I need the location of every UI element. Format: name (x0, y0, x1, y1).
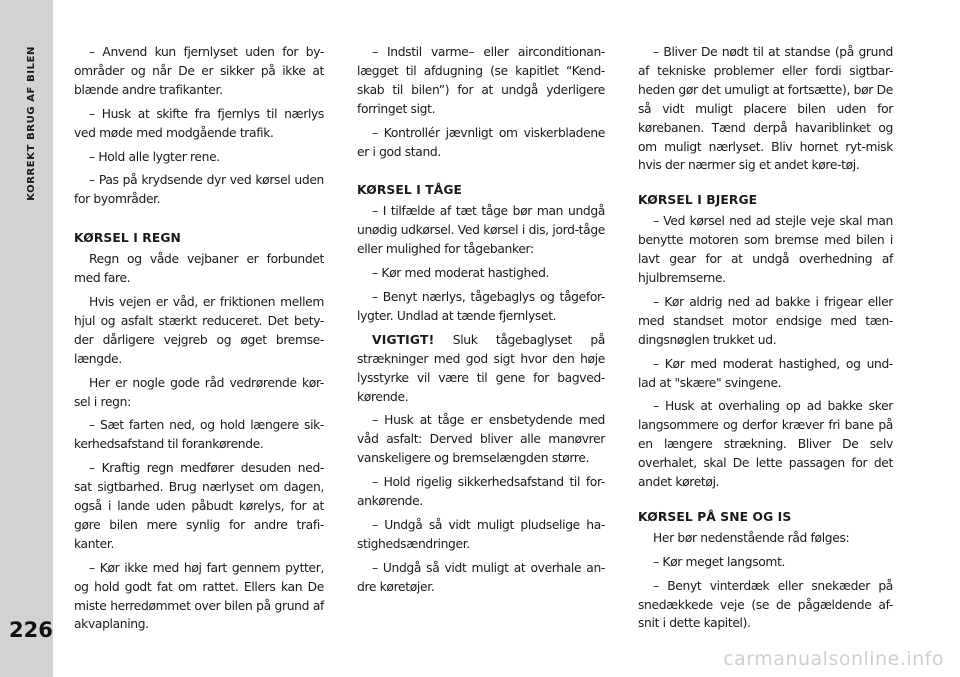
paragraph: – I tilfælde af tæt tåge bør man undgå unødig udkørsel. Ved kørsel i dis, jord-tåge eller mulighed for tågebanker: (357, 204, 605, 257)
paragraph: – Ved kørsel ned ad stejle veje skal man benytte motoren som bremse med bilen i lavt gear for at undgå overhedning af hjulbremserne. (638, 214, 893, 285)
paragraph: – Kør meget langsomt. (653, 554, 786, 569)
paragraph: – Undgå så vidt muligt pludselige ha-stighedsændringer. (357, 517, 605, 551)
paragraph: – Hold alle lygter rene. (89, 149, 220, 164)
paragraph: – Kør med moderat hastighed. (372, 266, 550, 281)
paragraph: – Husk at tåge er ensbetydende med våd asfalt: Derved bliver alle manøvrer vanskeligere og bremselængden større. (357, 413, 605, 466)
paragraph: – Kraftig regn medfører desuden ned-sat sigtbarhed. Brug nærlyset om dagen, også i lande uden påbudt kørelys, for at gøre bilen mere synlig for andre trafi-kanter. (74, 461, 324, 551)
paragraph: Her er nogle gode råd vedrørende kør-sel i regn: (74, 375, 324, 409)
paragraph: – Bliver De nødt til at standse (på grund af tekniske problemer eller fordi sigtbar-heden gør det umuligt at fortsætte), bør De så vidt muligt placere bilen uden for kørebanen. Tænd derpå havariblinket og om muligt nærlyset. Bliv hornet ryt-misk hvis der nærmer sig et andet køre-tøj. (638, 45, 893, 173)
section-title: KORREKT BRUG AF BILEN (26, 46, 37, 201)
section-heading-fog: KØRSEL I TÅGE (357, 183, 463, 198)
paragraph: Hvis vejen er våd, er friktionen mellem hjul og asfalt stærkt reduceret. Det bety-der dårligere vejgreb og øget bremse-længde. (74, 294, 324, 366)
paragraph: – Kør aldrig ned ad bakke i frigear eller med standset motor endsige med tæn-dingsnøglen trukket ud. (638, 294, 893, 347)
paragraph: – Sæt farten ned, og hold længere sik-kerhedsafstand til forankørende. (74, 418, 324, 452)
text-column-2 (357, 43, 605, 602)
watermark: carmanualsonline.info (723, 648, 944, 670)
text-column-3 (638, 43, 893, 638)
paragraph: – Anvend kun fjernlyset uden for by-områder og når De er sikker på ikke at blænde andre trafikanter. (74, 45, 324, 97)
paragraph: Regn og våde vejbaner er forbundet med fare. (74, 252, 324, 286)
paragraph: – Kør med moderat hastighed, og und-lad at "skære" svingene. (638, 356, 893, 390)
page-number: 226 (9, 618, 53, 642)
section-heading-rain: KØRSEL I REGN (74, 231, 181, 246)
paragraph: – Husk at overhaling op ad bakke sker langsommere og derfor kræver fri bane på en længere strækning. Bliver De selv overhalet, skal De lette passagen for det andet køretøj. (638, 399, 893, 490)
paragraph-important (357, 331, 605, 407)
paragraph: – Benyt nærlys, tågebaglys og tågefor-lygter. Undlad at tænde fjernlyset. (357, 289, 605, 323)
paragraph: – Undgå så vidt muligt at overhale an-dre køretøjer. (357, 560, 605, 594)
sidebar (0, 0, 53, 677)
paragraph: – Benyt vinterdæk eller snekæder på snedækkede veje (se de pågældende af-snit i dette kapitel). (638, 578, 893, 631)
important-text: Sluk tågebaglyset på strækninger med god sigt hvor den høje lysstyrke vil være til gene for bagved-kørende. (357, 332, 605, 404)
text-column-1 (74, 43, 324, 639)
paragraph: – Kontrollér jævnligt om viskerbladene er i god stand. (357, 125, 605, 159)
paragraph: – Hold rigelig sikkerhedsafstand til for-ankørende. (357, 475, 605, 509)
paragraph: – Indstil varme– eller airconditionan-lægget til afdugning (se kapitlet “Kend-skab til bilen”) for at undgå yderligere forringet sigt. (357, 45, 605, 116)
section-heading-mountains: KØRSEL I BJERGE (638, 193, 758, 208)
paragraph: – Husk at skifte fra fjernlys til nærlys ved møde med modgående trafik. (74, 106, 324, 140)
important-label: VIGTIGT! (372, 332, 435, 347)
paragraph: – Kør ikke med høj fart gennem pytter, og hold godt fat om rattet. Ellers kan De miste herredømmet over bilen på grund af akvaplaning. (74, 560, 324, 632)
section-heading-snow-ice: KØRSEL PÅ SNE OG IS (638, 509, 792, 524)
paragraph: Her bør nedenstående råd følges: (653, 530, 850, 545)
paragraph: – Pas på krydsende dyr ved kørsel uden for byområder. (74, 173, 324, 207)
